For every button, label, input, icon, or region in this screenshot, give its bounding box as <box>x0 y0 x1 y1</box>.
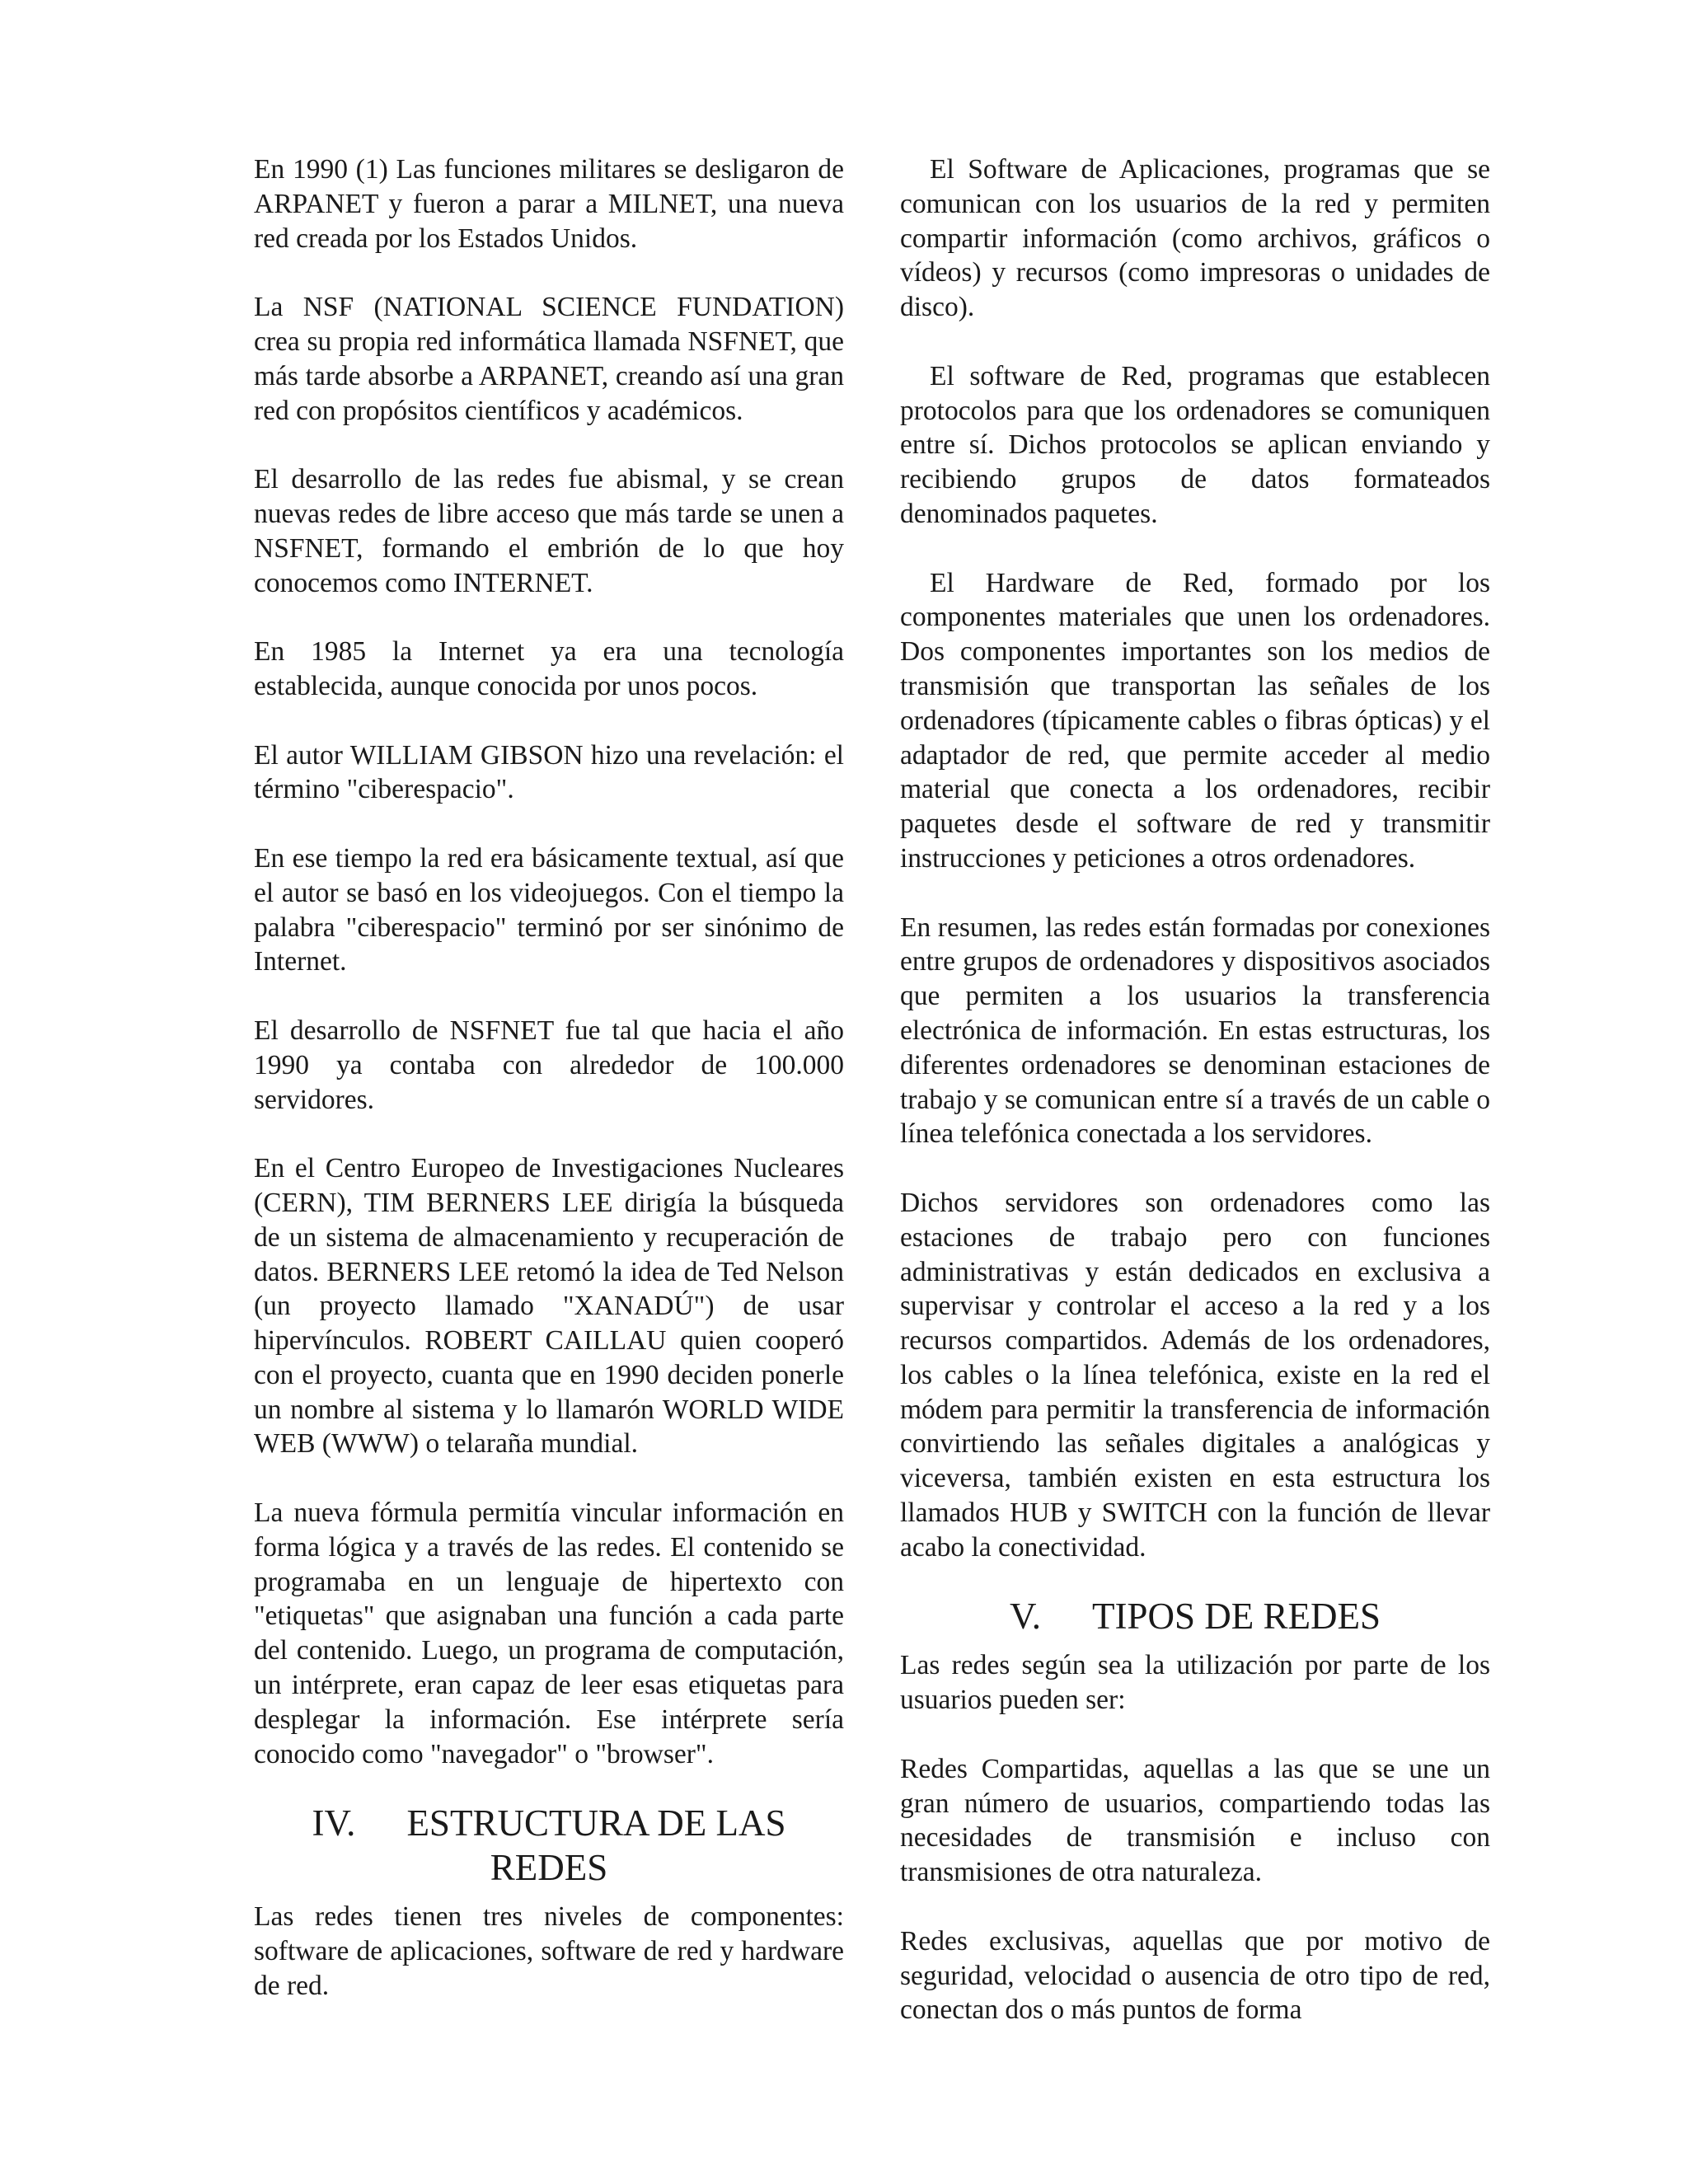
paragraph-summary: En resumen, las redes están formadas por conexiones entre grupos de ordenadores y dispositivos asociados que permiten a los usuarios la transferencia electrónica de información. En estas estructuras, los diferentes ordenadores se denominan estaciones de trabajo y se comunican entre sí a través de un cable o línea telefónica conectada a los servidores. <box>900 912 1490 1150</box>
paragraph-browser: La nueva fórmula permitía vincular información en forma lógica y a través de las redes. El contenido se programaba en un lenguaje de hipertexto con "etiquetas" que asignaban una función a cada parte del contenido. Luego, un programa de computación, un intérprete, eran capaz de leer esas etiquetas para desplegar la información. Ese intérprete sería conocido como "navegador" o "browser". <box>254 1497 844 1769</box>
paragraph-milnet: En 1990 (1) Las funciones militares se desligaron de ARPANET y fueron a parar a MILNET, una nueva red creada por los Estados Unidos. <box>254 154 844 254</box>
left-column <box>254 152 844 2004</box>
section-title: ESTRUCTURA DE LAS REDES <box>406 1802 786 1889</box>
paragraph-network-growth: El desarrollo de las redes fue abismal, y se crean nuevas redes de libre acceso que más tarde se unen a NSFNET, formando el embrión de lo que hoy conocemos como INTERNET. <box>254 464 844 598</box>
paragraph-app-software: El Software de Aplicaciones, programas que se comunican con los usuarios de la red y permiten compartir información (como archivos, gráficos o vídeos) y recursos (como impresoras o unidades de disco). <box>900 154 1490 323</box>
paragraph-network-types-intro: Las redes según sea la utilización por parte de los usuarios pueden ser: <box>900 1650 1490 1716</box>
paragraph-1985: En 1985 la Internet ya era una tecnología establecida, aunque conocida por unos pocos. <box>254 636 844 701</box>
paragraph-shared-networks: Redes Compartidas, aquellas a las que se une un gran número de usuarios, compartiendo todas las necesidades de transmisión e incluso con transmisiones de otra naturaleza. <box>900 1753 1490 1888</box>
paragraph-network-hardware: El Hardware de Red, formado por los componentes materiales que unen los ordenadores. Dos componentes importantes son los medios de transmisión que transportan las señales de los ordenadores (típicamente cables o fibras ópticas) y el adaptador de red, que permite acceder al medio material que conecta a los ordenadores, recibir paquetes desde el software de red y transmitir instrucciones y peticiones a otros ordenadores. <box>900 567 1490 874</box>
section-title: TIPOS DE REDES <box>1091 1596 1381 1638</box>
paragraph-exclusive-networks: Redes exclusivas, aquellas que por motivo de seguridad, velocidad o ausencia de otro tipo de red, conectan dos o más puntos de forma <box>900 1925 1490 2026</box>
section-number: IV. <box>312 1802 356 1844</box>
section-number: V. <box>1010 1596 1041 1638</box>
paragraph-nsf: La NSF (NATIONAL SCIENCE FUNDATION) crea su propia red informática llamada NSFNET, que más tarde absorbe a ARPANET, creando así una gran red con propósitos científicos y académicos. <box>254 292 844 426</box>
paragraph-cern-www: En el Centro Europeo de Investigaciones Nucleares (CERN), TIM BERNERS LEE dirigía la búsqueda de un sistema de almacenamiento y recuperación de datos. BERNERS LEE retomó la idea de Ted Nelson (un proyecto llamado "XANADÚ") de usar hipervínculos. ROBERT CAILLAU quien cooperó con el proyecto, cuanta que en 1990 deciden ponerle un nombre al sistema y lo llamarón WORLD WIDE WEB (WWW) o telaraña mundial. <box>254 1153 844 1460</box>
paragraph-cyberspace: En ese tiempo la red era básicamente textual, así que el autor se basó en los videojuegos. Con el tiempo la palabra "ciberespacio" terminó por ser sinónimo de Internet. <box>254 842 844 977</box>
section-heading-v <box>900 1594 1490 1638</box>
section-heading-iv <box>254 1801 844 1890</box>
paragraph-servers: Dichos servidores son ordenadores como las estaciones de trabajo pero con funciones administrativas y están dedicados en exclusiva a supervisar y controlar el acceso a la red y a los recursos compartidos. Además de los ordenadores, los cables o la línea telefónica, existe en la red el módem para permitir la transferencia de información convirtiendo las señales digitales a analógicas y viceversa, también existen en esta estructura los llamados HUB y SWITCH con la función de llevar acabo la conectividad. <box>900 1187 1490 1563</box>
right-column <box>900 152 1490 2027</box>
paragraph-components: Las redes tienen tres niveles de componentes: software de aplicaciones, software de red y hardware de red. <box>254 1901 844 2001</box>
paragraph-nsfnet-servers: El desarrollo de NSFNET fue tal que hacia el año 1990 ya contaba con alrededor de 100.000 servidores. <box>254 1015 844 1115</box>
paragraph-gibson: El autor WILLIAM GIBSON hizo una revelación: el término "ciberespacio". <box>254 739 844 805</box>
paragraph-network-software: El software de Red, programas que establecen protocolos para que los ordenadores se comuniquen entre sí. Dichos protocolos se aplican enviando y recibiendo grupos de datos formateados denominados paquetes. <box>900 360 1490 529</box>
